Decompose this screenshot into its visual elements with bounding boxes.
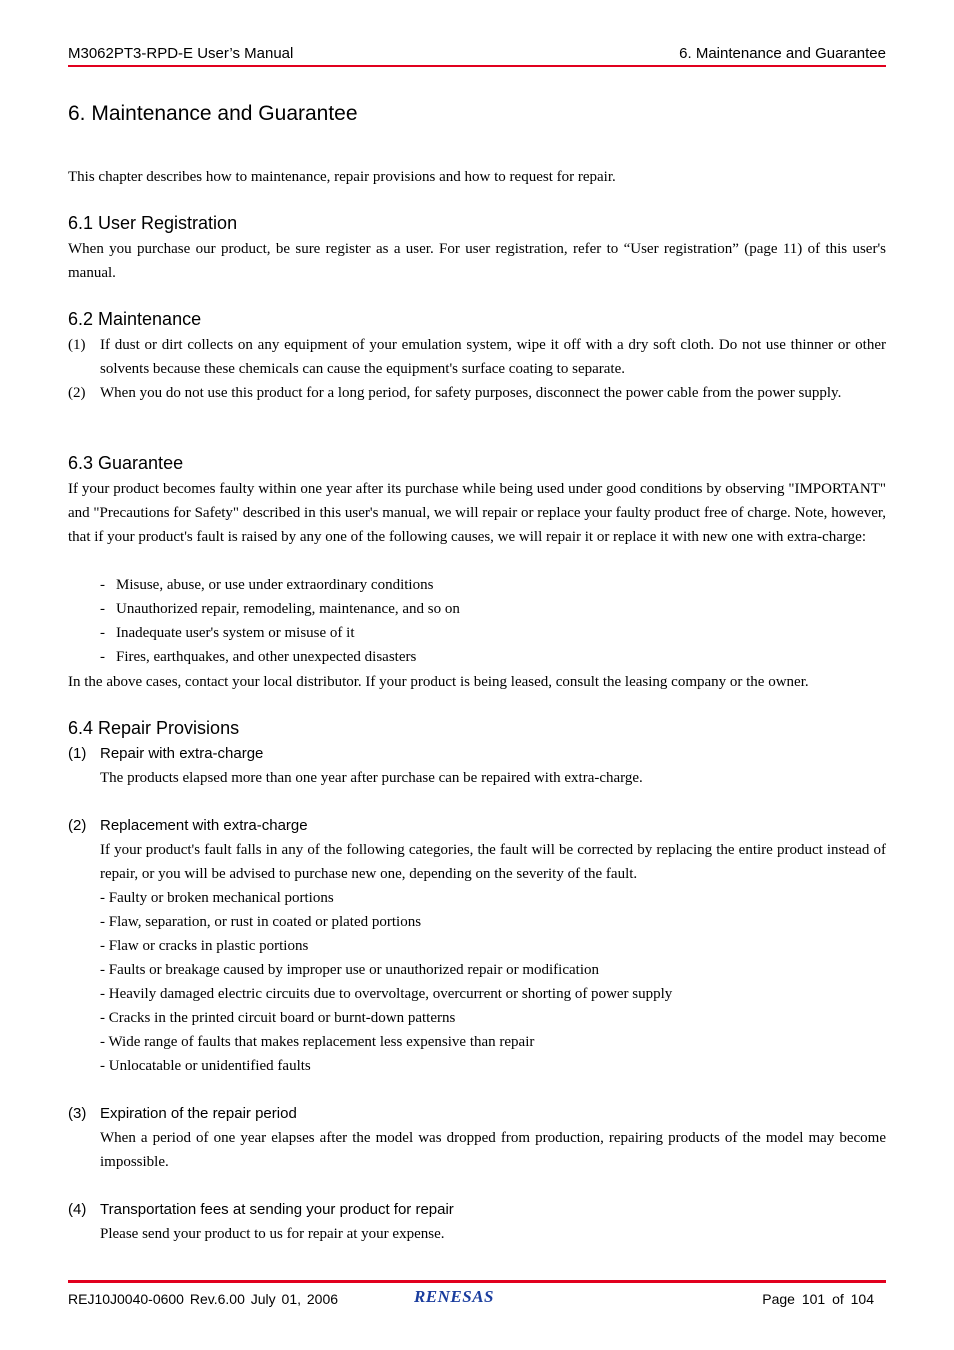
guarantee-bullet: Inadequate user's system or misuse of it (116, 625, 355, 641)
subsection-text: If your product's fault falls in any of the following categories, the fault will be corrected by replacing the entire product instead of repair, or you will be advised to purchase new one, depending on the severity of the fault. (100, 842, 886, 882)
bullet-dash: - (100, 577, 105, 593)
footer-rule (68, 1280, 886, 1283)
running-header-right: 6. Maintenance and Guarantee (679, 45, 886, 62)
document-id: REJ10J0040-0600 Rev.6.00 July 01, 2006 (68, 1291, 339, 1307)
intro-text: This chapter describes how to maintenance, repair provisions and how to request for repair. (68, 169, 616, 185)
subsection-text: The products elapsed more than one year after purchase can be repaired with extra-charge. (100, 770, 643, 786)
guarantee-bullet: Fires, earthquakes, and other unexpected disasters (116, 649, 417, 665)
section-heading-6-4: 6.4 Repair Provisions (68, 718, 240, 738)
section-6-3-text: If your product becomes faulty within one year after its purchase while being used under good conditions by observing "IMPORTANT" and "Precautions for Safety" described in this user's manual, we will repair or replace your faulty product free of charge. Note, however, that if your product's fault is raised by any one of the following causes, we will repair it or replace it with new one with extra-charge: (68, 481, 886, 545)
subsection-title: Replacement with extra-charge (100, 817, 308, 834)
header-rule (68, 65, 886, 67)
bullet-dash: - (100, 601, 105, 617)
subsection-number: (3) (68, 1105, 87, 1122)
subsection-number: (2) (68, 817, 87, 834)
subsection-title: Transportation fees at sending your product for repair (100, 1201, 454, 1218)
maintenance-item-1: If dust or dirt collects on any equipment of your emulation system, wipe it off with a dry soft cloth. Do not use thinner or other solvents because these chemicals can cause the equipment's surface coating to separate. (100, 337, 886, 377)
replacement-item: - Heavily damaged electric circuits due to overvoltage, overcurrent or shorting of power supply (100, 986, 673, 1002)
subsection-title: Repair with extra-charge (100, 745, 264, 762)
subsection-title: Expiration of the repair period (100, 1105, 297, 1122)
guarantee-bullet: Unauthorized repair, remodeling, maintenance, and so on (116, 601, 460, 617)
replacement-item: - Wide range of faults that makes replacement less expensive than repair (100, 1034, 535, 1050)
section-heading-6-3: 6.3 Guarantee (68, 453, 184, 473)
bullet-dash: - (100, 649, 105, 665)
guarantee-bullet: Misuse, abuse, or use under extraordinary conditions (116, 577, 434, 593)
logo-wordmark: RENESAS (413, 1287, 495, 1306)
section-heading-6-2: 6.2 Maintenance (68, 309, 202, 329)
replacement-item: - Flaw or cracks in plastic portions (100, 938, 309, 954)
section-heading-6-1: 6.1 User Registration (68, 213, 238, 233)
subsection-text: When a period of one year elapses after the model was dropped from production, repairing products of the model may become impossible. (100, 1130, 886, 1170)
page-title: 6. Maintenance and Guarantee (68, 102, 358, 125)
replacement-item: - Faulty or broken mechanical portions (100, 890, 334, 906)
replacement-item: - Flaw, separation, or rust in coated or plated portions (100, 914, 422, 930)
subsection-number: (1) (68, 745, 87, 762)
bullet-dash: - (100, 625, 105, 641)
replacement-item: - Faults or breakage caused by improper use or unauthorized repair or modification (100, 962, 599, 978)
subsection-number: (4) (68, 1201, 87, 1218)
page-number: Page 101 of 104 (762, 1291, 874, 1307)
section-6-1-text: When you purchase our product, be sure register as a user. For user registration, refer to “User registration” (page 11) of this user's manual. (68, 241, 886, 281)
running-header-left: M3062PT3-RPD-E User’s Manual (68, 45, 294, 62)
maintenance-item-2: When you do not use this product for a long period, for safety purposes, disconnect the power cable from the power supply. (100, 385, 842, 401)
guarantee-closing: In the above cases, contact your local distributor. If your product is being leased, consult the leasing company or the owner. (68, 674, 809, 690)
renesas-logo-icon (398, 1286, 510, 1306)
replacement-item: - Unlocatable or unidentified faults (100, 1058, 311, 1074)
subsection-text: Please send your product to us for repair at your expense. (100, 1226, 445, 1242)
list-number: (1) (68, 337, 86, 353)
list-number: (2) (68, 385, 86, 401)
replacement-item: - Cracks in the printed circuit board or burnt-down patterns (100, 1010, 456, 1026)
